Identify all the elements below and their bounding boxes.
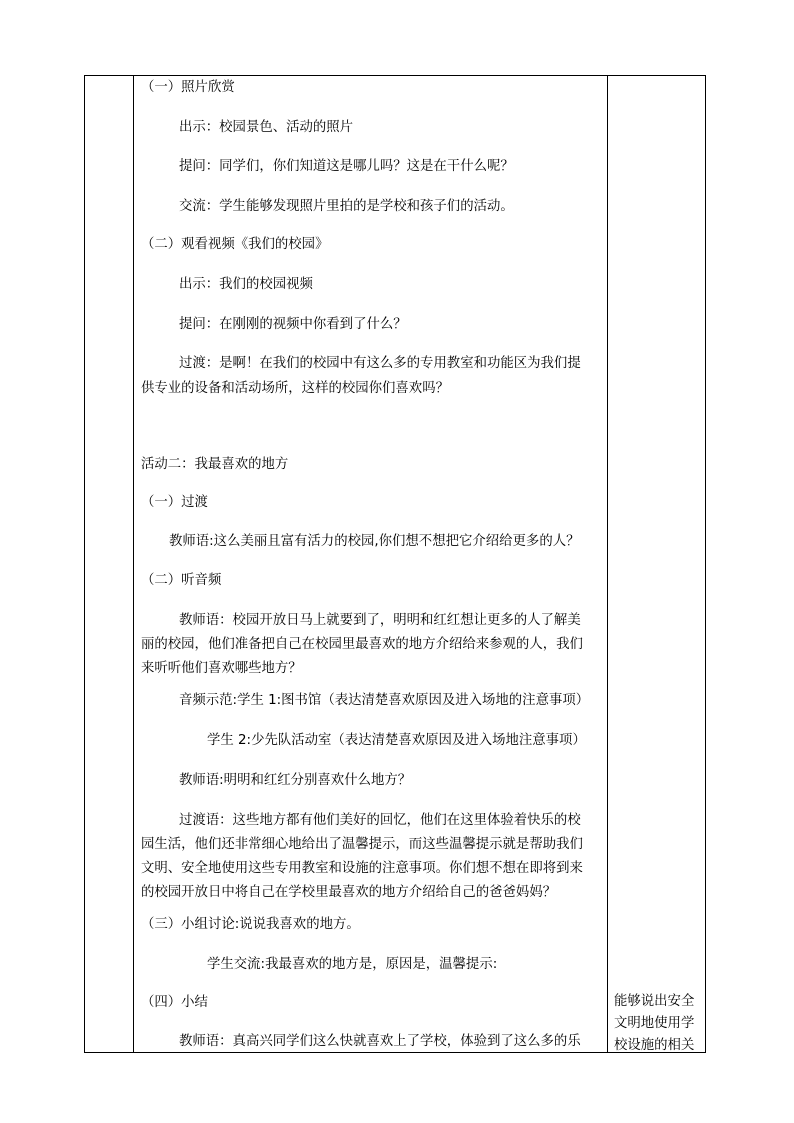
text-line: 交流：学生能够发现照片里拍的是学校和孩子们的活动。 [179, 199, 514, 214]
text-line: 教师语:明明和红红分别喜欢什么地方？ [179, 773, 412, 788]
section-heading-transition: （一）过渡 [141, 495, 208, 510]
text-line: 学生交流:我最喜欢的地方是，原因是，温馨提示: [207, 957, 498, 972]
text-line: 过渡：是啊！在我们的校园中有这么多的专用教室和功能区为我们提 [179, 356, 581, 371]
text-line: 文明、安全地使用这些专用教室和设施的注意事项。你们想不想在即将到来 [141, 861, 583, 876]
text-line: 教师语：校园开放日马上就要到了，明明和红红想让更多的人了解美 [179, 613, 581, 628]
section-heading-listen-audio: （二）听音频 [141, 573, 222, 588]
lesson-plan-table [84, 75, 706, 1053]
note-line: 能够说出安全 [614, 994, 695, 1009]
text-line: 教师语：真高兴同学们这么快就喜欢上了学校，体验到了这么多的乐 [179, 1034, 581, 1049]
text-line: 的校园开放日中将自己在学校里最喜欢的地方介绍给自己的爸爸妈妈？ [141, 885, 557, 900]
text-line: 丽的校园，他们准备把自己在校园里最喜欢的地方介绍给来参观的人，我们 [141, 637, 583, 652]
note-line: 文明地使用学 [614, 1016, 695, 1031]
text-line: 提问：同学们，你们知道这是哪儿吗？这是在干什么呢？ [179, 159, 514, 174]
teaching-process-cell [134, 76, 607, 1052]
text-line: 来听听他们喜欢哪些地方？ [141, 661, 302, 676]
text-line: 过渡语：这些地方都有他们美好的回忆，他们在这里体验着快乐的校 [179, 813, 581, 828]
text-line: 音频示范:学生 1:图书馆（表达清楚喜欢原因及进入场地的注意事项） [179, 693, 590, 708]
section-heading-photo-appreciation: （一）照片欣赏 [141, 80, 235, 95]
section-heading-summary: （四）小结 [141, 995, 208, 1010]
design-intent-cell [608, 76, 707, 1052]
text-line: 学生 2:少先队活动室（表达清楚喜欢原因及进入场地注意事项） [207, 733, 586, 748]
text-line: 出示：校园景色、活动的照片 [179, 120, 354, 135]
text-line: 供专业的设备和活动场所，这样的校园你们喜欢吗？ [141, 381, 449, 396]
section-heading-group-discussion: （三）小组讨论:说说我喜欢的地方。 [141, 917, 360, 932]
note-line: 校设施的相关 [614, 1038, 695, 1052]
text-line: 园生活，他们还非常细心地给出了温馨提示，而这些温馨提示就是帮助我们 [141, 837, 583, 852]
text-line: 提问：在刚刚的视频中你看到了什么？ [179, 317, 407, 332]
section-heading-watch-video: （二）观看视频《我们的校园》 [141, 237, 329, 252]
activity-two-heading: 活动二：我最喜欢的地方 [141, 457, 289, 472]
text-line: 教师语:这么美丽且富有活力的校园,你们想不想把它介绍给更多的人？ [169, 534, 580, 549]
text-line: 出示：我们的校园视频 [179, 277, 313, 292]
